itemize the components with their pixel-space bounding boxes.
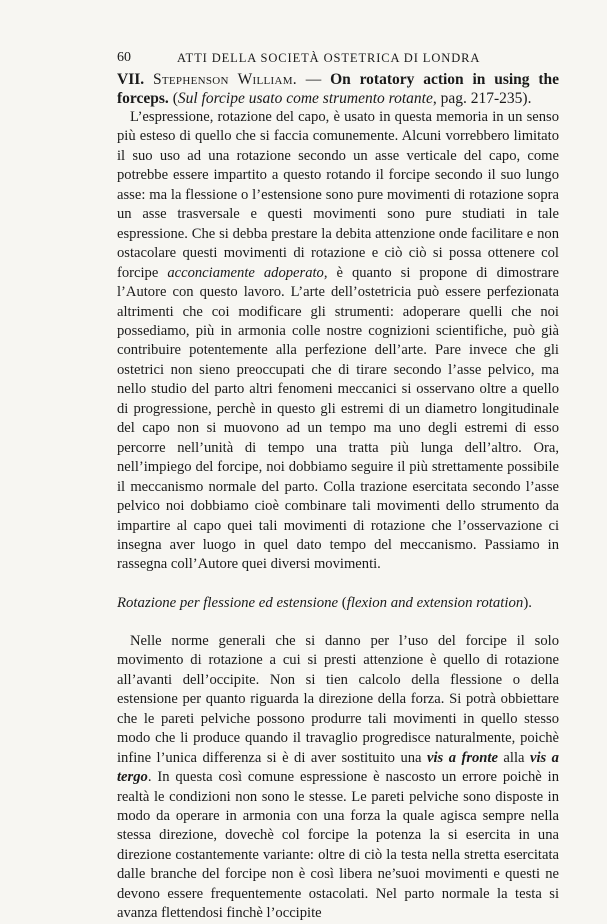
paragraph-2-text-c: . In questa così comune espressione è nascosto un errore poichè in realtà le condizioni non sono le stesse. Le pareti pelviche sono disposte in modo da operare in armonia con una forza la quale agisca sempre nella stessa direzione, dovechè col forcipe la potenza la si esercita in una direzione costantemente variante: oltre di ciò la testa nella stretta esercitata dalle branche del forcipe non è così libera ne’suoi movimenti e questi ne devono essere frequentemente ostacolati. Nel parto normale la testa si avanza flettendosi finchè l’occipite bbox=[117, 769, 559, 922]
article-body bbox=[117, 70, 559, 924]
section-title: Rotazione per flessione ed estensione bbox=[117, 594, 339, 611]
paragraph-1-text-b: , è quanto si propone di dimostrare l’Autore con questo lavoro. L’arte dell’ostetricia può essere perfezionata altrimenti che coi modificare gli strumenti: adoperare quelli che noi possediamo, più in armonia colle nostre cognizioni scientifiche, può già contribuire potentemente alla perfezione dell’arte. Pare invece che gli ostetrici non sieno preoccupati che di tirare secondo l’asse pelvico, ma nello studio del parto altri fenomeni meccanici si osservano oltre a quello di progressione, perchè in questo gli estremi di un diametro longitudinale del capo non si muovono ad un tempo ma uno degli estremi di esso percorre nell’unità di tempo una tratta più lunga dell’altro. Ora, nell’impiego del forcipe, noi dobbiamo seguire il più strettamente possibile il meccanismo normale del parto. Colla trazione esercitata secondo l’asse pelvico noi dobbiamo cioè combinare tali movimenti dello strumento da impartire al capo quei tali movimenti di rotazione che l’osservazione ci insegna aver luogo in quel dato tempo del meccanismo. Passiamo in rassegna coll’Autore quei diversi movimenti. bbox=[117, 264, 559, 573]
entry-heading bbox=[117, 70, 559, 108]
paragraph-2-emphasis-2: vis a tergo bbox=[117, 749, 559, 786]
entry-pages: , pag. 217-235). bbox=[432, 90, 532, 107]
section-heading bbox=[117, 594, 559, 613]
paragraph-2-text-a: Nelle norme generali che si danno per l’uso del forcipe il solo movimento di rotazione a cui si presti attenzione è quello di rotazione all’avanti dell’occipite. Non si tien calcolo della flessione o della estensione per quanto riguarda la direzione della forza. Si potrà obbiettare che le pareti pelviche possono produrre tali movimenti in quello stesso modo che li produce quando il travaglio progredisce naturalmente, poichè infine l’unica differenza si è di aver sostituito una bbox=[117, 632, 559, 766]
entry-paren-open: ( bbox=[168, 90, 178, 107]
entry-number: VII. bbox=[117, 71, 145, 88]
entry-dash: — bbox=[296, 71, 331, 88]
section-paren-close: ). bbox=[523, 594, 532, 611]
paragraph-1 bbox=[117, 108, 559, 575]
section-english: flexion and extension rotation bbox=[346, 594, 524, 611]
entry-author: Stephenson William. bbox=[152, 71, 297, 88]
entry-italian-title: Sul forcipe usato come strumento rotante bbox=[177, 90, 433, 107]
paragraph-2-text-b: alla bbox=[497, 749, 530, 766]
entry-english-title: On rotatory action in using the forceps. bbox=[117, 71, 560, 107]
paragraph-2-emphasis-1: vis a fronte bbox=[427, 749, 498, 766]
paragraph-1-emphasis: acconciamente adoperato bbox=[167, 264, 324, 281]
running-title: ATTI DELLA SOCIETÀ OSTETRICA DI LONDRA bbox=[177, 51, 481, 65]
paragraph-2 bbox=[117, 632, 559, 924]
page-number: 60 bbox=[117, 50, 131, 65]
running-header bbox=[117, 50, 557, 66]
paragraph-1-text-a: L’espressione, rotazione del capo, è usato in questa memoria in un senso più esteso di quello che si faccia comunemente. Alcuni vorrebbero limitato il suo uso ad una rotazione secondo un asse verticale del capo, come potrebbe essere impartito a questo rotando il forcipe secondo il suo lungo asse: ma la flessione o l’estensione sono pure movimenti di rotazione sopra un asse trasversale e questi movimenti sono pure studiati in tale espressione. Che si debba prestare la debita attenzione onde facilitare e non ostacolare questi movimenti di rotazione e ciò ciò si possa ottenere col forcipe bbox=[117, 109, 559, 281]
section-paren-open: ( bbox=[338, 594, 347, 611]
